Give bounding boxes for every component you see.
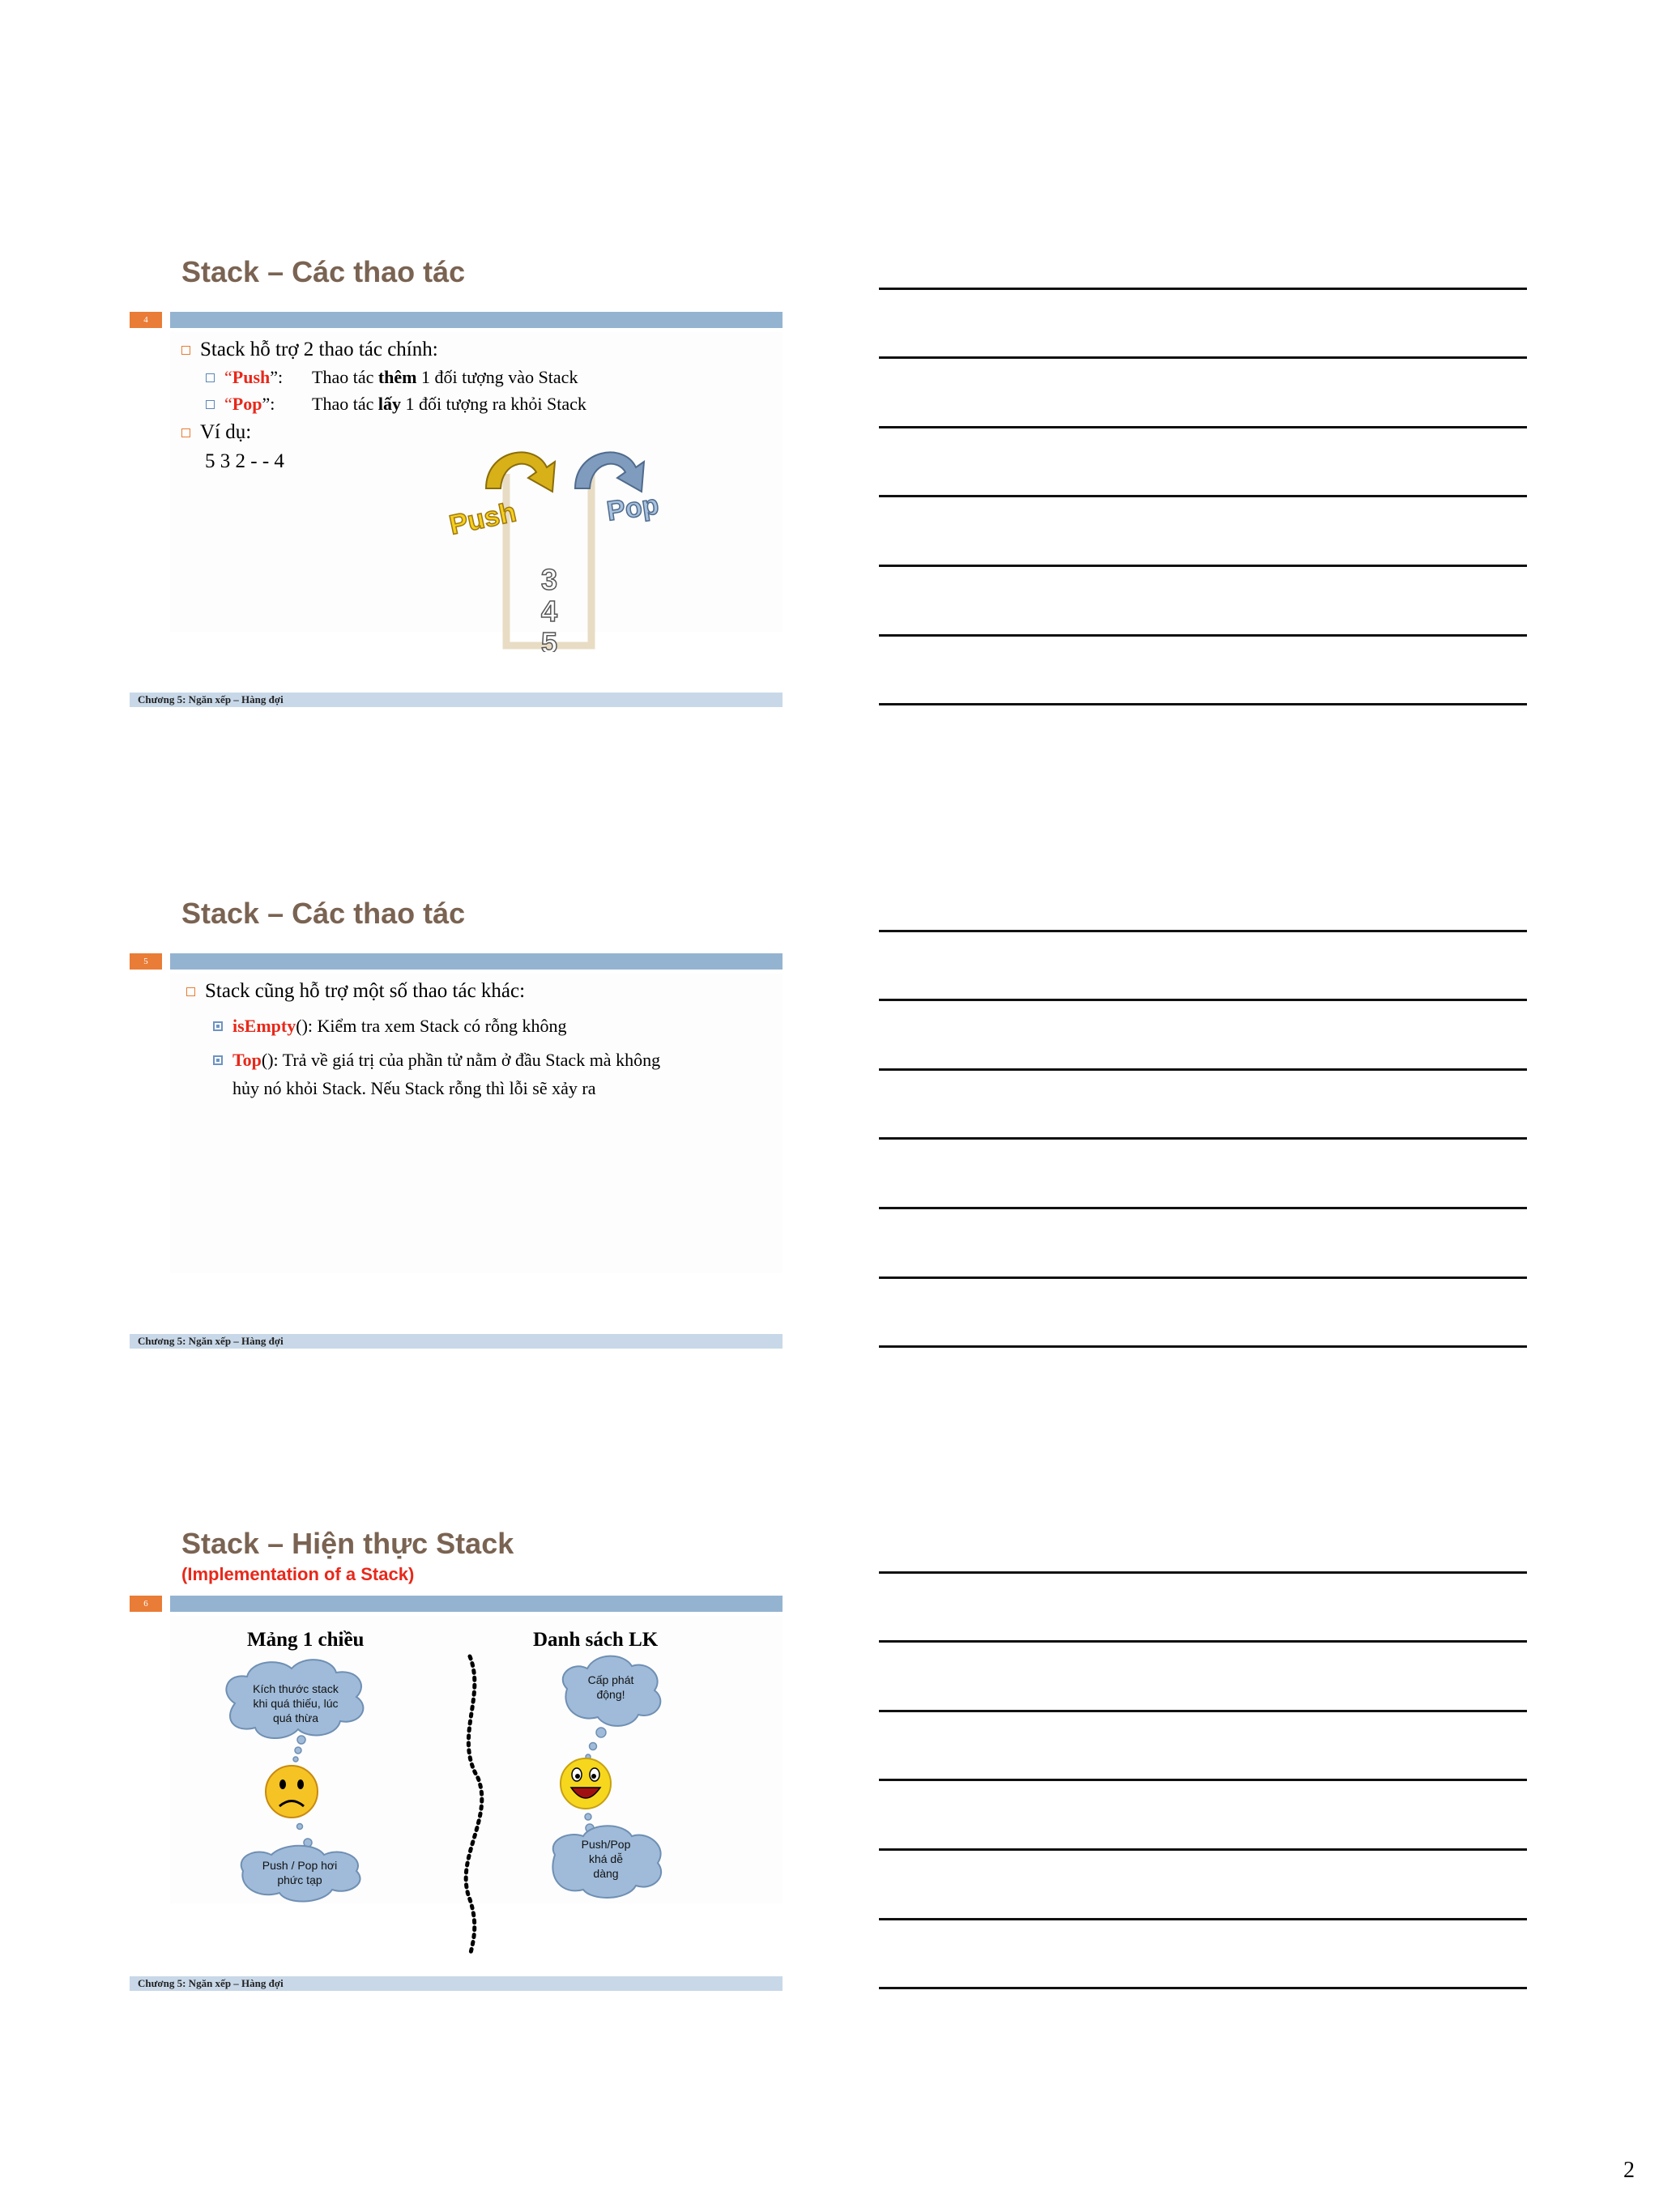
happy-face-icon bbox=[561, 1758, 611, 1809]
note-line bbox=[879, 288, 1527, 290]
note-line bbox=[879, 1779, 1527, 1781]
footer-text: Chương 5: Ngăn xếp – Hàng đợi bbox=[138, 693, 284, 705]
square-bullet-icon bbox=[213, 1055, 223, 1065]
bullet-pop: “Pop”: bbox=[206, 394, 275, 415]
linked-list-heading: Danh sách LK bbox=[533, 1629, 659, 1651]
slide-number-badge: 4 bbox=[130, 312, 162, 328]
note-line bbox=[879, 634, 1527, 637]
square-bullet-icon bbox=[181, 346, 190, 355]
note-line bbox=[879, 565, 1527, 567]
push-description: Thao tác thêm 1 đối tượng vào Stack bbox=[312, 367, 578, 387]
note-line bbox=[879, 1710, 1527, 1712]
stack-value: 4 bbox=[541, 595, 558, 628]
note-line bbox=[879, 1068, 1527, 1071]
note-line bbox=[879, 426, 1527, 428]
example-sequence: 5 3 2 - - 4 bbox=[205, 450, 284, 472]
note-line bbox=[879, 1571, 1527, 1574]
bullet-intro: Stack cũng hỗ trợ một số thao tác khác: bbox=[186, 980, 525, 1003]
slide-footer bbox=[130, 693, 783, 707]
pop-term: Pop bbox=[232, 394, 262, 414]
note-line bbox=[879, 356, 1527, 359]
bullet-top: Top(): Trả về giá trị của phần tử nằm ở đầu Stack mà không bbox=[213, 1050, 660, 1071]
slide-title: Stack – Hiện thực Stack bbox=[181, 1527, 514, 1560]
sad-face-icon bbox=[266, 1766, 318, 1818]
pop-description: Thao tác lấy 1 đối tượng ra khỏi Stack bbox=[312, 394, 586, 414]
svg-text:khá dễ: khá dễ bbox=[588, 1852, 624, 1865]
pop-label: Pop bbox=[604, 489, 661, 527]
slide-4 bbox=[130, 255, 783, 725]
bullet-push: “Push”: bbox=[206, 367, 283, 388]
square-bullet-icon bbox=[186, 987, 195, 996]
svg-text:khi quá thiếu, lúc: khi quá thiếu, lúc bbox=[253, 1697, 339, 1710]
cloud-array-size bbox=[226, 1660, 363, 1738]
note-line bbox=[879, 930, 1527, 932]
push-label: Push bbox=[446, 497, 519, 541]
footer-text: Chương 5: Ngăn xếp – Hàng đợi bbox=[138, 1335, 284, 1347]
note-line bbox=[879, 1918, 1527, 1920]
svg-text:động!: động! bbox=[596, 1688, 625, 1701]
slide-subtitle: (Implementation of a Stack) bbox=[181, 1564, 415, 1584]
slide-number-badge: 5 bbox=[130, 953, 162, 970]
cloud-linked-pushpop bbox=[552, 1826, 661, 1898]
note-line bbox=[879, 1848, 1527, 1851]
slide-6 bbox=[130, 1527, 783, 1997]
note-line bbox=[879, 703, 1527, 705]
slide-5 bbox=[130, 897, 783, 1366]
push-term: Push bbox=[232, 367, 271, 387]
note-line bbox=[879, 495, 1527, 497]
stack-illustration bbox=[437, 425, 810, 652]
page-number: 2 bbox=[1623, 2158, 1635, 2183]
note-line bbox=[879, 1137, 1527, 1140]
dotted-divider bbox=[466, 1656, 482, 1956]
note-line bbox=[879, 1276, 1527, 1279]
stack-value: 5 bbox=[541, 626, 558, 652]
title-bar bbox=[170, 953, 783, 970]
square-bullet-icon bbox=[181, 428, 190, 437]
svg-text:phức tạp: phức tạp bbox=[277, 1873, 322, 1886]
stack-value: 3 bbox=[541, 563, 558, 596]
title-bar bbox=[170, 1596, 783, 1612]
square-bullet-icon bbox=[206, 400, 215, 409]
square-bullet-icon bbox=[206, 373, 215, 382]
isempty-term: isEmpty bbox=[232, 1016, 296, 1036]
slide-footer bbox=[130, 1334, 783, 1349]
bullet-example: Ví dụ: bbox=[181, 421, 251, 444]
top-term: Top bbox=[232, 1050, 262, 1070]
svg-text:quá thừa: quá thừa bbox=[272, 1711, 319, 1724]
push-arrow-icon bbox=[486, 452, 555, 492]
bullet-intro: Stack hỗ trợ 2 thao tác chính: bbox=[181, 339, 438, 361]
pop-arrow-icon bbox=[575, 452, 644, 492]
note-line bbox=[879, 1345, 1527, 1348]
array-heading: Mảng 1 chiều bbox=[247, 1629, 365, 1651]
comparison-illustration bbox=[211, 1648, 783, 1964]
note-line bbox=[879, 1987, 1527, 1989]
cloud-linked-alloc bbox=[563, 1656, 661, 1726]
note-line bbox=[879, 1207, 1527, 1209]
top-description-continued: hủy nó khỏi Stack. Nếu Stack rỗng thì lỗi sẽ xảy ra bbox=[232, 1078, 596, 1098]
slide-number-badge: 6 bbox=[130, 1596, 162, 1612]
svg-text:Push/Pop: Push/Pop bbox=[581, 1838, 631, 1851]
bullet-isempty: isEmpty(): Kiểm tra xem Stack có rỗng không bbox=[213, 1016, 566, 1037]
svg-text:Cấp phát: Cấp phát bbox=[587, 1673, 634, 1686]
cloud-array-pushpop bbox=[241, 1846, 360, 1902]
square-bullet-icon bbox=[213, 1021, 223, 1031]
svg-text:dàng: dàng bbox=[593, 1867, 619, 1880]
slide-title: Stack – Các thao tác bbox=[181, 255, 466, 288]
slide-footer bbox=[130, 1976, 783, 1991]
footer-text: Chương 5: Ngăn xếp – Hàng đợi bbox=[138, 1977, 284, 1989]
title-bar bbox=[170, 312, 783, 328]
slide-title: Stack – Các thao tác bbox=[181, 897, 466, 930]
svg-text:Kích thước stack: Kích thước stack bbox=[253, 1682, 339, 1695]
note-line bbox=[879, 999, 1527, 1001]
svg-text:Push / Pop hơi: Push / Pop hơi bbox=[262, 1859, 338, 1872]
note-line bbox=[879, 1640, 1527, 1643]
